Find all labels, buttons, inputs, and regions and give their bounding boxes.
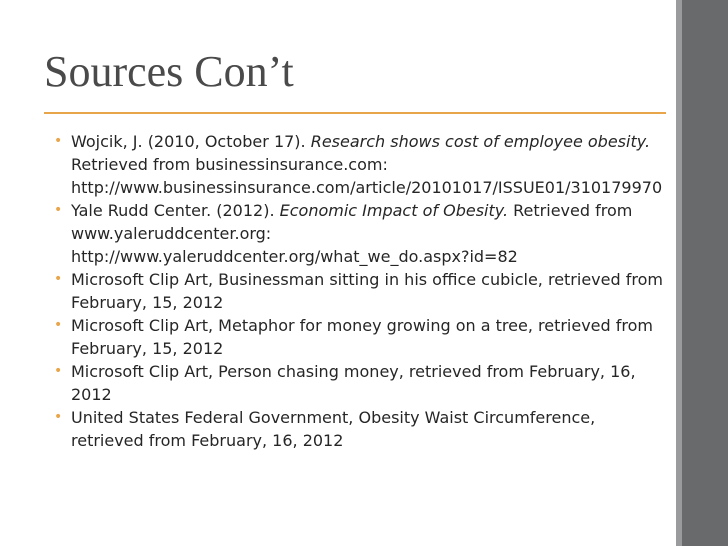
reference-item-federal-government	[54, 406, 664, 452]
reference-text: Yale Rudd Center. (2012).	[71, 201, 280, 220]
reference-source: Retrieved from businessinsurance.com: http://www.businessinsurance.com/article/20101017/ISSUE01/310179970	[71, 155, 663, 197]
bullet-icon: •	[54, 133, 63, 149]
reference-text: Microsoft Clip Art, Person chasing money, retrieved from February, 16, 2012	[71, 362, 636, 404]
reference-text: United States Federal Government, Obesity Waist Circumference, retrieved from February, 16, 2012	[71, 408, 596, 450]
page-title: Sources Con’t	[44, 47, 294, 96]
reference-source: Retrieved from www.yaleruddcenter.org: http://www.yaleruddcenter.org/what_we_do.aspx?id=82	[71, 201, 633, 266]
bullet-icon: •	[54, 202, 63, 218]
reference-item-clipart-chasing-money	[54, 360, 664, 406]
bullet-icon: •	[54, 409, 63, 425]
reference-list	[54, 130, 664, 452]
reference-title: Research shows cost of employee obesity.	[310, 132, 651, 151]
reference-item-clipart-businessman	[54, 268, 664, 314]
reference-text: Microsoft Clip Art, Businessman sitting in his office cubicle, retrieved from February, 15, 2012	[71, 270, 663, 312]
reference-text: Microsoft Clip Art, Metaphor for money growing on a tree, retrieved from February, 15, 2012	[71, 316, 653, 358]
bullet-icon: •	[54, 363, 63, 379]
bullet-icon: •	[54, 271, 63, 287]
bullet-icon: •	[54, 317, 63, 333]
reference-item-clipart-money-tree	[54, 314, 664, 360]
title-underline	[44, 112, 666, 114]
reference-title: Economic Impact of Obesity.	[279, 201, 509, 220]
side-bar	[682, 0, 728, 546]
reference-item-yale-rudd	[54, 199, 664, 268]
reference-text: Wojcik, J. (2010, October 17).	[71, 132, 311, 151]
reference-item-wojcik	[54, 130, 664, 199]
